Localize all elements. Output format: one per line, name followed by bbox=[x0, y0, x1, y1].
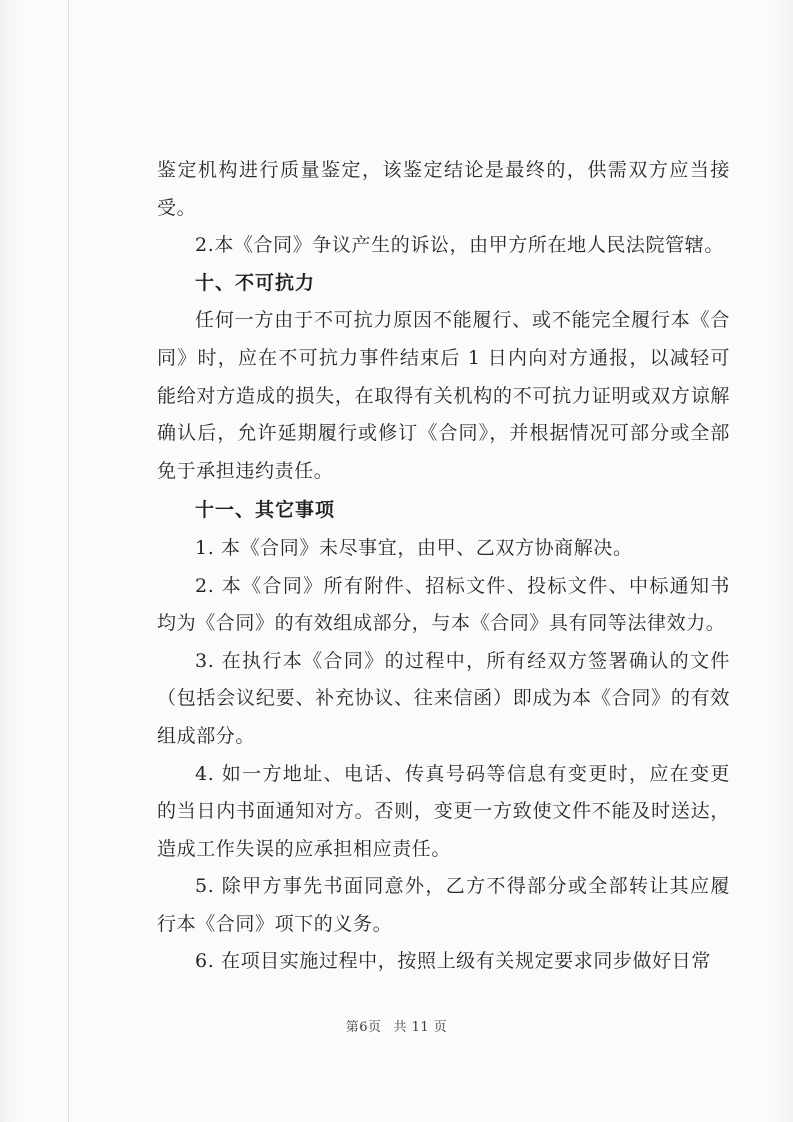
paragraph-appraisal-continuation: 鉴定机构进行质量鉴定，该鉴定结论是最终的，供需双方应当接受。 bbox=[157, 159, 730, 219]
page-total: 共 11 页 bbox=[393, 1020, 448, 1035]
clause-item-2: 2. 本《合同》所有附件、招标文件、投标文件、中标通知书均为《合同》的有效组成部分，与本《合同》具有同等法律效力。 bbox=[157, 574, 730, 635]
clause-item-4: 4. 如一方地址、电话、传真号码等信息有变更时，应在变更的当日内书面通知对方。否则，变更一方致使文件不能及时送达，造成工作失误的应承担相应责任。 bbox=[157, 762, 730, 860]
clause-item-5: 5. 除甲方事先书面同意外，乙方不得部分或全部转让其应履行本《合同》项下的义务。 bbox=[157, 875, 730, 935]
clause-item-3: 3. 在执行本《合同》的过程中，所有经双方签署确认的文件（包括会议纪要、补充协议、往来信函）即成为本《合同》的有效组成部分。 bbox=[157, 649, 730, 747]
section-heading-force-majeure: 十、不可抗力 bbox=[195, 271, 316, 294]
scan-edge-line bbox=[68, 0, 69, 1122]
section-heading-other-matters: 十一、其它事项 bbox=[195, 499, 336, 522]
clause-item-1: 1. 本《合同》未尽事宜，由甲、乙双方协商解决。 bbox=[195, 536, 633, 559]
paragraph-force-majeure: 任何一方由于不可抗力原因不能履行、或不能完全履行本《合同》时，应在不可抗力事件结束后 1 日内向对方通报，以减轻可能给对方造成的损失，在取得有关机构的不可抗力证明或双方谅解确认后，允许延期履行或修订《合同》，并根据情况可部分或全部免于承担违约责任。 bbox=[157, 309, 730, 482]
page-footer bbox=[0, 1016, 793, 1035]
clause-item-6: 6. 在项目实施过程中，按照上级有关规定要求同步做好日常 bbox=[195, 950, 711, 973]
paragraph-litigation-jurisdiction: 2.本《合同》争议产生的诉讼，由甲方所在地人民法院管辖。 bbox=[195, 234, 724, 257]
page-number: 第6页 bbox=[345, 1020, 382, 1035]
contract-body bbox=[157, 152, 730, 981]
